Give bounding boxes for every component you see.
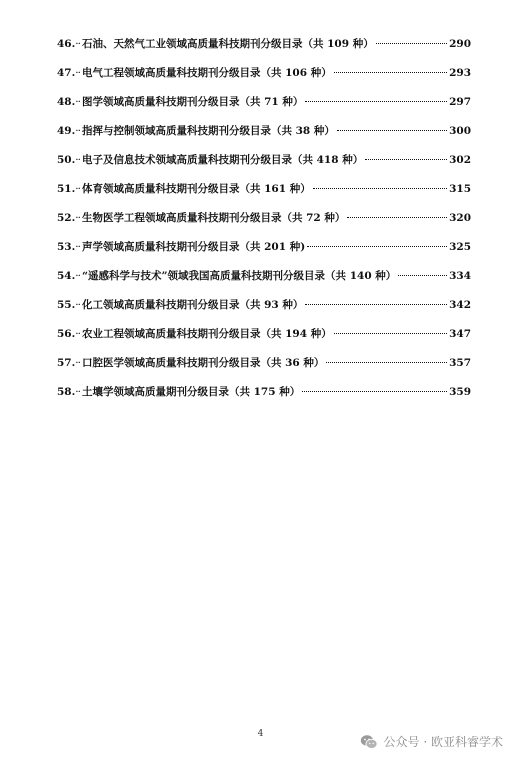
toc-entry[interactable] [57,384,471,413]
dot-leader [313,188,447,189]
toc-entry-separator: ·· [75,183,80,195]
toc-entry-separator: ·· [75,96,80,108]
toc-entry-separator: ·· [75,328,80,340]
toc-entry[interactable] [57,181,471,210]
toc-entry-separator: ·· [75,212,80,224]
toc-entry-page: 302 [449,154,471,166]
toc-entry-number: 55. [57,299,76,311]
dot-leader [334,72,447,73]
toc-entry[interactable] [57,210,471,239]
toc-entry-page: 315 [449,183,471,195]
toc-entry-separator: ·· [75,299,80,311]
dot-leader [365,159,447,160]
dot-leader [337,130,447,131]
toc-entry[interactable] [57,94,471,123]
toc-entry-page: 300 [449,125,471,137]
toc-entry-number: 47. [57,67,76,79]
toc-entry[interactable] [57,268,471,297]
watermark [360,733,503,750]
toc-entry-page: 293 [449,67,471,79]
toc-entry[interactable] [57,152,471,181]
toc-entry-title: 图学领域高质量科技期刊分级目录（共 71 种） [81,96,304,108]
toc-entry-page: 334 [449,270,471,282]
toc-entry-number: 48. [57,96,76,108]
toc-entry-separator: ·· [75,125,80,137]
toc-entry-page: 297 [449,96,471,108]
toc-entry-separator: ·· [75,38,80,50]
toc-entry[interactable] [57,355,471,384]
dot-leader [305,304,447,305]
toc-entry-number: 56. [57,328,76,340]
toc-entry-title: 电子及信息技术领域高质量科技期刊分级目录（共 418 种） [81,154,364,166]
dot-leader [326,362,447,363]
table-of-contents [57,36,471,413]
toc-entry-page: 357 [449,357,471,369]
toc-entry-page: 290 [449,38,471,50]
toc-entry[interactable] [57,326,471,355]
toc-entry-separator: ·· [75,357,80,369]
watermark-text: 公众号 · 欧亚科睿学术 [383,735,503,749]
toc-entry-number: 53. [57,241,76,253]
dot-leader [376,43,447,44]
wechat-icon [360,734,378,750]
toc-entry-separator: ·· [75,270,80,282]
dot-leader [398,275,447,276]
toc-entry-page: 359 [449,386,471,398]
toc-entry-number: 51. [57,183,76,195]
toc-entry-separator: ·· [75,154,80,166]
toc-entry-number: 50. [57,154,76,166]
toc-entry-title: “遥感科学与技术”领域我国高质量科技期刊分级目录（共 140 种） [81,270,397,282]
dot-leader [305,101,447,102]
toc-entry-number: 49. [57,125,76,137]
toc-entry-page: 320 [449,212,471,224]
toc-entry-title: 生物医学工程领域高质量科技期刊分级目录（共 72 种） [81,212,346,224]
toc-entry-title: 石油、天然气工业领域高质量科技期刊分级目录（共 109 种） [81,38,374,50]
toc-entry-page: 325 [449,241,471,253]
toc-entry-title: 指挥与控制领域高质量科技期刊分级目录（共 38 种） [81,125,335,137]
toc-entry-title: 电气工程领域高质量科技期刊分级目录（共 106 种） [81,67,332,79]
toc-entry-number: 54. [57,270,76,282]
toc-entry-number: 57. [57,357,76,369]
toc-entry[interactable] [57,297,471,326]
toc-entry-number: 58. [57,386,76,398]
toc-entry[interactable] [57,65,471,94]
toc-entry-page: 342 [449,299,471,311]
toc-entry-separator: ·· [75,67,80,79]
toc-entry-title: 土壤学领域高质量期刊分级目录（共 175 种） [81,386,301,398]
toc-entry-number: 52. [57,212,76,224]
toc-entry[interactable] [57,36,471,65]
toc-entry-separator: ·· [75,241,80,253]
dot-leader [334,333,447,334]
dot-leader [347,217,447,218]
toc-entry[interactable] [57,239,471,268]
toc-entry-title: 体育领域高质量科技期刊分级目录（共 161 种） [81,183,311,195]
toc-entry-separator: ·· [75,386,80,398]
toc-entry-number: 46. [57,38,76,50]
toc-entry-title: 农业工程领域高质量科技期刊分级目录（共 194 种） [81,328,332,340]
dot-leader [307,246,447,247]
toc-entry-page: 347 [449,328,471,340]
dot-leader [302,391,447,392]
toc-entry-title: 化工领域高质量科技期刊分级目录（共 93 种） [81,299,304,311]
toc-entry-title: 声学领域高质量科技期刊分级目录（共 201 种) [81,241,306,253]
toc-entry[interactable] [57,123,471,152]
toc-entry-title: 口腔医学领域高质量科技期刊分级目录（共 36 种） [81,357,325,369]
page-number: 4 [257,729,264,739]
